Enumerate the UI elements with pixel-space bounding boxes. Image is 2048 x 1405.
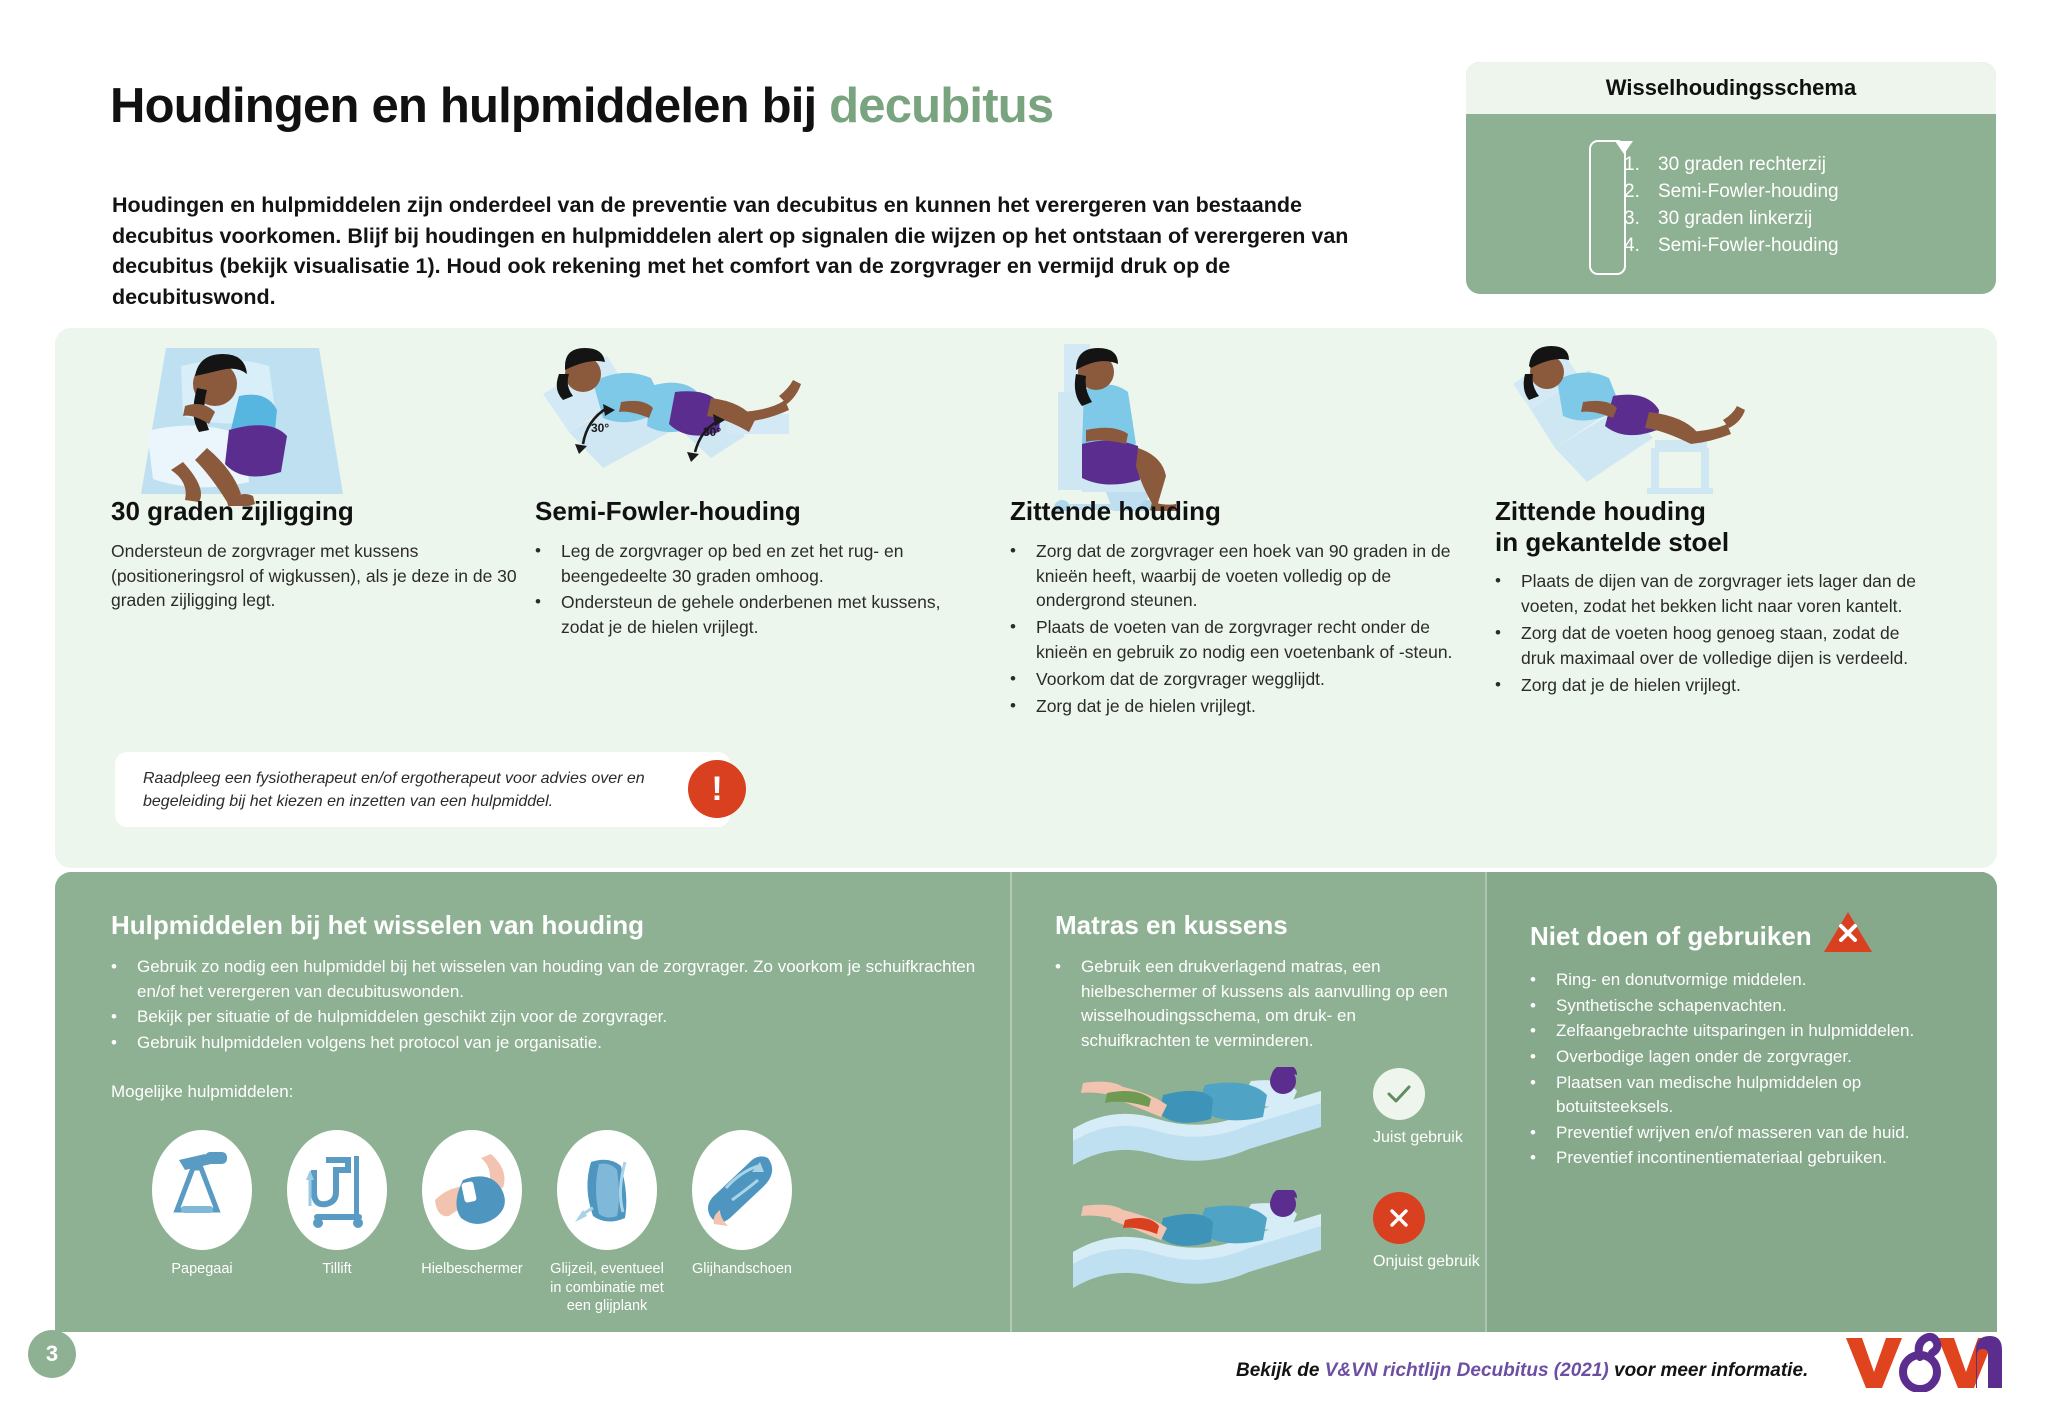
schema-header: [1466, 62, 1996, 114]
cross-icon: [1373, 1192, 1425, 1244]
column-heading-line2: in gekantelde stoel: [1495, 526, 1730, 557]
illustration-side-lying: [111, 336, 531, 496]
bullet-icon: •: [1530, 1148, 1536, 1168]
list-item: [1495, 621, 1935, 671]
list-item: [1530, 1019, 1960, 1044]
intro-paragraph: Houdingen en hulpmiddelen zijn onderdeel van de preventie van decubitus en kunnen het verergeren van bestaande decubitus voorkomen. Blijf bij houdingen en hulpmiddelen alert op signalen die wijzen op het ontstaan of verergeren van decubitus (bekijk visualisatie 1). Houd ook rekening met het comfort van de zorgvrager en vermijd druk op de decubituswond.: [112, 193, 1349, 309]
aids-panel: [55, 872, 1997, 1332]
page-title-main: Houdingen en hulpmiddelen bij: [110, 79, 830, 133]
schema-body: [1466, 114, 1996, 294]
avoid-bullets: [1530, 968, 1960, 1171]
side-lying-illustration-svg: [111, 336, 361, 506]
loop-arrow-icon: [1589, 140, 1626, 275]
aid-label: Tillift: [322, 1261, 352, 1277]
mattress-section: [1055, 910, 1455, 1055]
aid-label: Glijzeil, eventueel in combinatie met een glijplank: [550, 1261, 664, 1315]
list-item-text: Zorg dat de voeten hoog genoeg staan, zodat de druk maximaal over de volledige dijen is verdeeld.: [1521, 623, 1909, 668]
illustration-tilted-chair: [1495, 336, 1935, 496]
list-item: [1010, 667, 1460, 692]
page-title-accent: decubitus: [829, 79, 1054, 133]
list-item-text: Ring- en donutvormige middelen.: [1556, 970, 1807, 989]
list-item: [1530, 968, 1960, 993]
aids-section: [111, 910, 981, 1102]
aid-item[interactable]: [683, 1130, 801, 1316]
wisselhoudingsschema-box: [1466, 62, 1996, 294]
list-item: [111, 955, 981, 1004]
aids-heading: Hulpmiddelen bij het wisselen van houding: [111, 910, 645, 940]
list-item: [1530, 1045, 1960, 1070]
page-title: [110, 78, 1053, 134]
correct-badge-group: [1373, 1068, 1463, 1147]
bullet-icon: •: [1530, 995, 1536, 1015]
list-item: [1530, 1121, 1960, 1146]
list-item: [535, 590, 955, 640]
footer-link[interactable]: V&VN richtlijn Decubitus (2021): [1324, 1360, 1609, 1381]
schema-item-number: 3.: [1624, 207, 1640, 229]
list-item-text: Overbodige lagen onder de zorgvrager.: [1556, 1046, 1852, 1066]
list-item-text: Plaatsen van medische hulpmiddelen op botuitsteeksels.: [1556, 1072, 1862, 1117]
correct-usage-illustration: [1055, 1067, 1355, 1177]
list-item: [1495, 673, 1935, 698]
slide-sheet-icon: [557, 1130, 657, 1250]
exclamation-icon: !: [688, 760, 746, 818]
illustration-sitting: [1010, 336, 1460, 496]
aid-item[interactable]: [143, 1130, 261, 1316]
schema-item-number: 4.: [1624, 234, 1640, 256]
mattress-heading: Matras en kussens: [1055, 910, 1288, 940]
bullet-icon: •: [1495, 674, 1501, 694]
list-item-text: Voorkom dat de zorgvrager wegglijdt.: [1036, 668, 1325, 689]
schema-item-number: 2.: [1624, 180, 1640, 202]
list-item-text: Gebruik hulpmiddelen volgens het protocol van je organisatie.: [137, 1032, 602, 1052]
bullet-icon: •: [1495, 571, 1501, 591]
list-item-text: Plaats de voeten van de zorgvrager recht onder de knieën en gebruik zo nodig een voetenbank of -steun.: [1036, 617, 1453, 663]
column-paragraph: Ondersteun de zorgvrager met kussens (positioneringsrol of wigkussen), als je deze in de 30 graden zijligging legt.: [111, 540, 517, 611]
avoid-section: [1530, 910, 1960, 1172]
bullet-icon: •: [111, 1007, 117, 1027]
heel-protector-icon: [422, 1130, 522, 1250]
aid-label: Hielbeschermer: [421, 1261, 523, 1277]
usecase-correct: [1055, 1067, 1355, 1182]
aids-icon-row: [143, 1130, 801, 1316]
footer-note: [1236, 1360, 1808, 1382]
list-item: [1010, 539, 1460, 614]
angle-label-left: 30°: [591, 421, 610, 435]
schema-item-label: Semi-Fowler-houding: [1658, 234, 1839, 256]
list-item: [111, 1005, 981, 1030]
aids-subtitle: Mogelijke hulpmiddelen:: [111, 1081, 294, 1101]
bullet-icon: •: [1010, 540, 1016, 560]
panel-divider: [1485, 872, 1487, 1332]
bullet-icon: •: [1530, 970, 1536, 989]
column-heading: 30 graden zijligging: [111, 496, 354, 526]
column-heading: Semi-Fowler-houding: [535, 496, 801, 526]
position-column-zittend: [1010, 328, 1460, 868]
aid-item[interactable]: [413, 1130, 531, 1316]
sitting-illustration-svg: [1010, 336, 1240, 511]
bullet-icon: •: [1530, 1046, 1536, 1066]
list-item: [1010, 615, 1460, 665]
aid-label: Glijhandschoen: [692, 1261, 792, 1277]
list-item: [1055, 955, 1455, 1054]
incorrect-label: Onjuist gebruik: [1373, 1253, 1480, 1270]
bullet-icon: •: [535, 592, 541, 612]
advice-text: Raadpleeg een fysiotherapeut en/of ergotherapeut voor advies over en begeleiding bij het kiezen en inzetten van een hulpmiddel.: [143, 770, 645, 810]
tilted-chair-illustration-svg: [1495, 336, 1775, 511]
correct-label: Juist gebruik: [1373, 1129, 1463, 1146]
schema-item: [1624, 179, 1839, 206]
list-item-text: Preventief wrijven en/of masseren van de huid.: [1556, 1122, 1910, 1142]
illustration-semi-fowler: [535, 336, 955, 496]
schema-item-label: 30 graden rechterzij: [1658, 154, 1826, 175]
incorrect-usage-illustration: [1055, 1190, 1355, 1300]
list-item: [1495, 569, 1935, 619]
list-item-text: Zorg dat je de hielen vrijlegt.: [1521, 674, 1741, 695]
warning-triangle-cross-icon: [1822, 910, 1874, 954]
aid-item[interactable]: [548, 1130, 666, 1316]
usecase-incorrect: [1055, 1190, 1355, 1305]
schema-item: [1624, 152, 1839, 179]
list-item-text: Gebruik zo nodig een hulpmiddel bij het wisselen van houding van de zorgvrager. Zo voorkom je schuifkrachten en/of het verergeren van decubituswonden.: [137, 957, 976, 1001]
aids-bullets: [111, 955, 981, 1056]
bullet-icon: •: [1530, 1122, 1536, 1142]
footer-note-suffix: voor meer informatie.: [1608, 1360, 1809, 1381]
list-item: [535, 539, 955, 589]
bullet-icon: •: [1495, 623, 1501, 643]
avoid-heading-row: [1530, 910, 1960, 954]
column-bullets: [535, 539, 955, 640]
patient-lift-icon: [287, 1130, 387, 1250]
list-item: [1530, 1071, 1960, 1120]
column-bullets: [1010, 539, 1460, 719]
advice-callout: [115, 752, 730, 827]
schema-list: [1624, 152, 1839, 260]
position-column-gekantelde-stoel: [1495, 328, 1935, 868]
bullet-icon: •: [535, 540, 541, 560]
bullet-icon: •: [111, 957, 117, 976]
list-item: [1530, 1146, 1960, 1171]
bullet-icon: •: [1055, 957, 1061, 976]
list-item-text: Bekijk per situatie of de hulpmiddelen geschikt zijn voor de zorgvrager.: [137, 1007, 668, 1027]
column-heading: Zittende houding: [1010, 496, 1221, 526]
schema-item-number: 1.: [1624, 154, 1640, 175]
list-item-text: Zorg dat je de hielen vrijlegt.: [1036, 695, 1256, 716]
bullet-icon: •: [1010, 617, 1016, 637]
check-icon: [1373, 1068, 1425, 1120]
vvn-logo-svg: [1842, 1330, 2002, 1392]
slide-glove-icon: [692, 1130, 792, 1250]
footer-note-prefix: Bekijk de: [1236, 1360, 1325, 1381]
semi-fowler-illustration-svg: [535, 336, 845, 511]
page-number-badge: 3: [28, 1330, 76, 1378]
column-bullets: [1495, 569, 1935, 697]
list-item-text: Zorg dat de zorgvrager een hoek van 90 graden in de knieën heeft, waarbij de voeten volledig op de ondergrond steunen.: [1036, 540, 1451, 611]
bullet-icon: •: [1010, 668, 1016, 688]
schema-item-label: Semi-Fowler-houding: [1658, 180, 1839, 202]
vvn-logo: [1842, 1330, 2002, 1392]
aid-label: Papegaai: [171, 1261, 233, 1277]
list-item-text: Preventief incontinentiemateriaal gebruiken.: [1556, 1148, 1887, 1168]
bullet-icon: •: [1530, 1072, 1536, 1092]
mattress-bullets: [1055, 955, 1455, 1054]
bullet-icon: •: [1530, 1021, 1536, 1041]
list-item: [1530, 994, 1960, 1019]
angle-label-right: 30°: [703, 425, 722, 439]
list-item-text: Synthetische schapenvachten.: [1556, 995, 1787, 1015]
schema-item: [1624, 233, 1839, 260]
schema-title: Wisselhoudingsschema: [1605, 75, 1857, 100]
list-item-text: Zelfaangebrachte uitsparingen in hulpmiddelen.: [1556, 1021, 1915, 1041]
panel-divider: [1010, 872, 1012, 1332]
aid-item[interactable]: [278, 1130, 396, 1316]
schema-item: [1624, 206, 1839, 233]
schema-item-label: 30 graden linkerzij: [1658, 207, 1813, 229]
column-heading-line1: Zittende houding: [1495, 496, 1706, 526]
list-item: [111, 1031, 981, 1056]
list-item-text: Ondersteun de gehele onderbenen met kussens, zodat je de hielen vrijlegt.: [561, 592, 941, 638]
bullet-icon: •: [111, 1032, 117, 1052]
list-item-text: Plaats de dijen van de zorgvrager iets lager dan de voeten, zodat het bekken licht naar voren kantelt.: [1521, 571, 1916, 617]
avoid-heading: Niet doen of gebruiken: [1530, 921, 1812, 951]
list-item-text: Leg de zorgvrager op bed en zet het rug- en beengedeelte 30 graden omhoog.: [561, 540, 904, 586]
list-item-text: Gebruik een drukverlagend matras, een hielbeschermer of kussens als aanvulling op een wisselhoudingsschema, om druk- en schuifkrachten te verminderen.: [1081, 957, 1448, 1050]
list-item: [1010, 694, 1460, 719]
trapeze-bar-icon: [152, 1130, 252, 1250]
incorrect-badge-group: [1373, 1192, 1480, 1271]
bullet-icon: •: [1010, 695, 1016, 715]
